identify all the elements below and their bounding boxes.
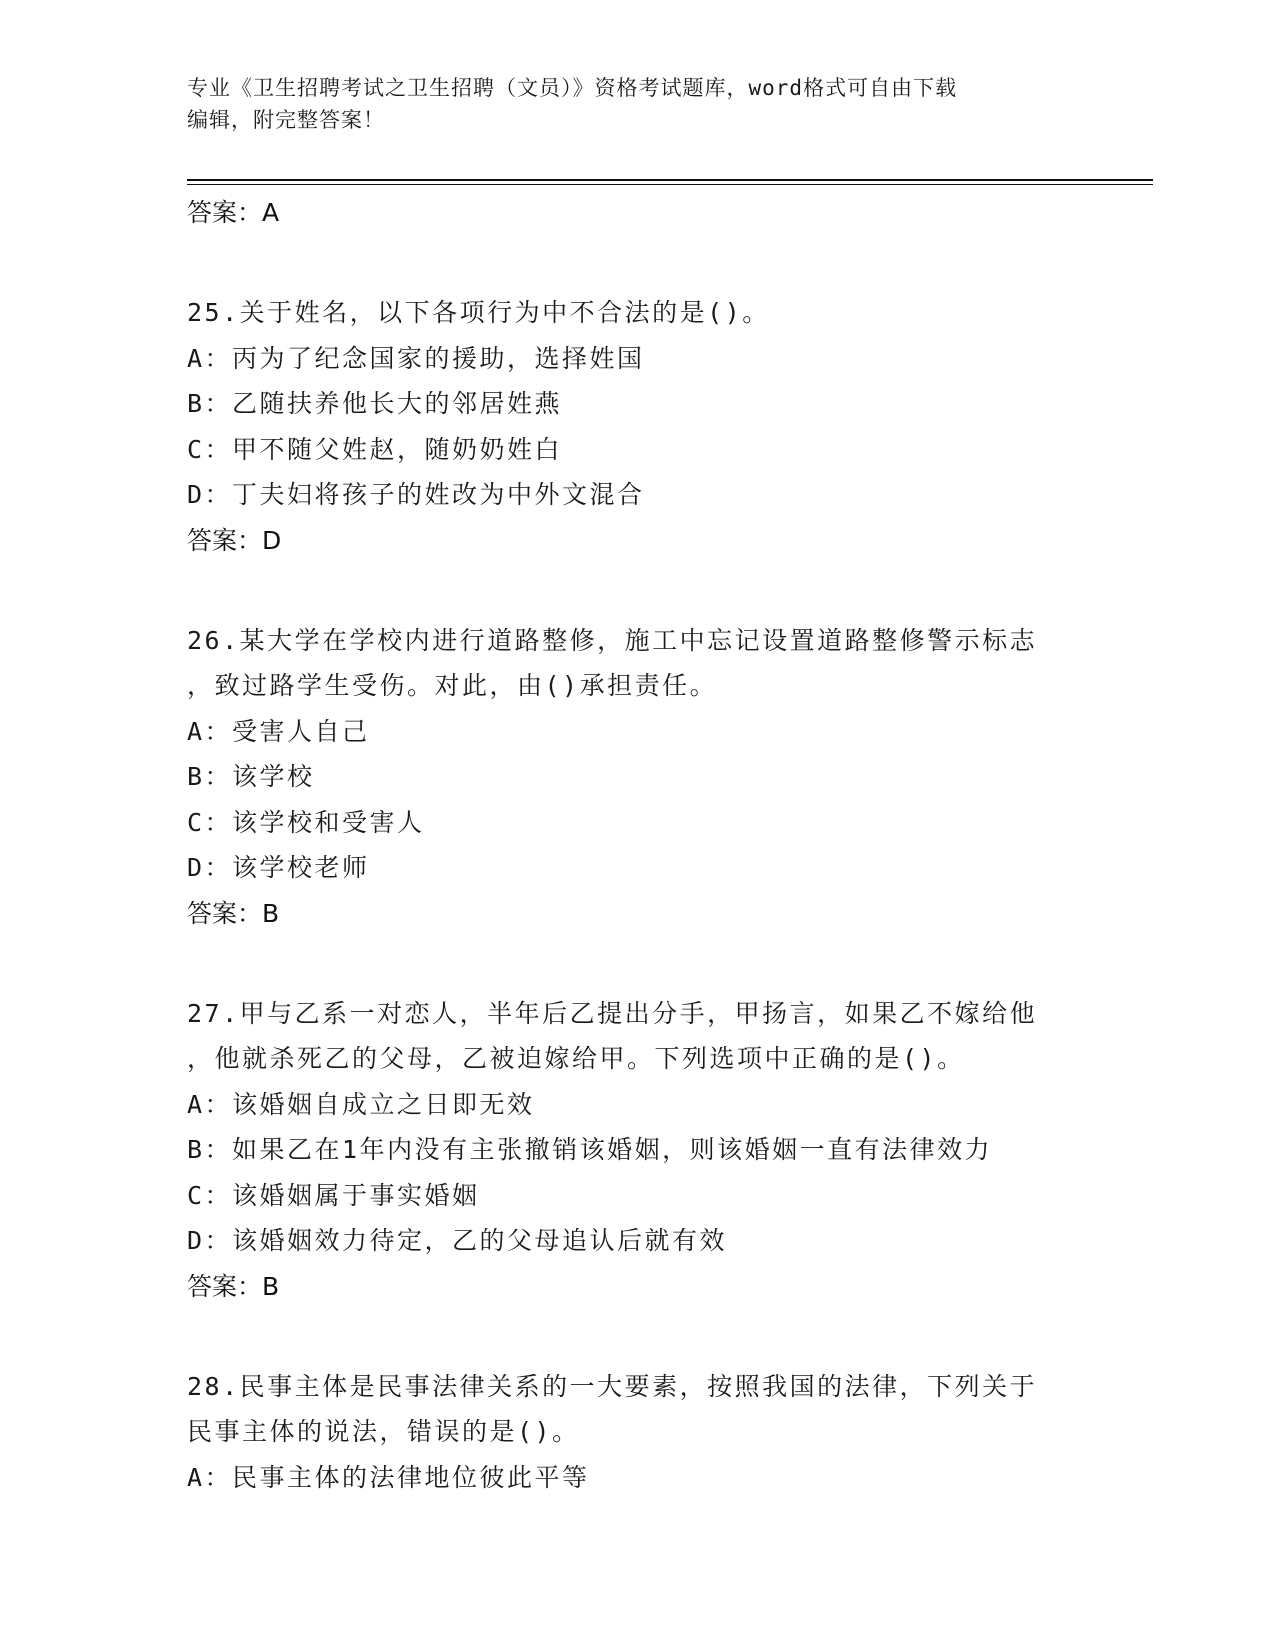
option-d: D：该学校老师: [187, 853, 370, 882]
answer-line: 答案：B: [187, 898, 280, 928]
question-text-cont: ，他就杀死乙的父母，乙被迫嫁给甲。下列选项中正确的是()。: [187, 1044, 965, 1073]
option-c: C：甲不随父姓赵，随奶奶姓白: [187, 434, 563, 464]
option-a: A：民事主体的法律地位彼此平等: [187, 1462, 590, 1492]
option-a: A：丙为了纪念国家的援助，选择姓国: [187, 343, 645, 373]
question-text-cont: ，致过路学生受伤。对此，由()承担责任。: [187, 671, 718, 700]
question-list: [187, 190, 1087, 1500]
spacer: [187, 236, 1087, 290]
question-block: [187, 1364, 1087, 1501]
question-text-cont: 民事主体的说法，错误的是()。: [187, 1417, 580, 1446]
spacer: [187, 1310, 1087, 1364]
option-d: D：丁夫妇将孩子的姓改为中外文混合: [187, 480, 645, 509]
option-c: C：该学校和受害人: [187, 807, 425, 837]
option-b: B：如果乙在1年内没有主张撤销该婚姻，则该婚姻一直有法律效力: [187, 1135, 993, 1164]
question-block: [187, 290, 1087, 564]
answer-line: 答案：B: [187, 1271, 280, 1301]
spacer: [187, 564, 1087, 618]
option-c: C：该婚姻属于事实婚姻: [187, 1180, 480, 1210]
header-line-2: 编辑，附完整答案！: [187, 108, 385, 132]
question-text: 26.某大学在学校内进行道路整修，施工中忘记设置道路整修警示标志: [187, 625, 1038, 655]
option-a: A：该婚姻自成立之日即无效: [187, 1089, 535, 1119]
option-a: A：受害人自己: [187, 716, 370, 746]
question-text: 27.甲与乙系一对恋人，半年后乙提出分手，甲扬言，如果乙不嫁给他: [187, 998, 1038, 1028]
spacer: [187, 937, 1087, 991]
answer-line: 答案：D: [187, 525, 282, 555]
question-text: 28.民事主体是民事法律关系的一大要素，按照我国的法律，下列关于: [187, 1371, 1038, 1401]
option-b: B：乙随扶养他长大的邻居姓燕: [187, 389, 563, 418]
header-divider-thin: [187, 184, 1153, 185]
option-d: D：该婚姻效力待定，乙的父母追认后就有效: [187, 1226, 728, 1255]
question-block: [187, 618, 1087, 937]
page-header: [187, 72, 1087, 136]
answer-line: 答案：A: [187, 198, 280, 227]
question-text: 25.关于姓名，以下各项行为中不合法的是()。: [187, 298, 770, 327]
option-b: B：该学校: [187, 762, 315, 791]
header-divider-thick: [187, 179, 1153, 181]
header-line-1: 专业《卫生招聘考试之卫生招聘（文员）》资格考试题库，word格式可自由下载: [187, 76, 958, 100]
question-block: [187, 991, 1087, 1310]
